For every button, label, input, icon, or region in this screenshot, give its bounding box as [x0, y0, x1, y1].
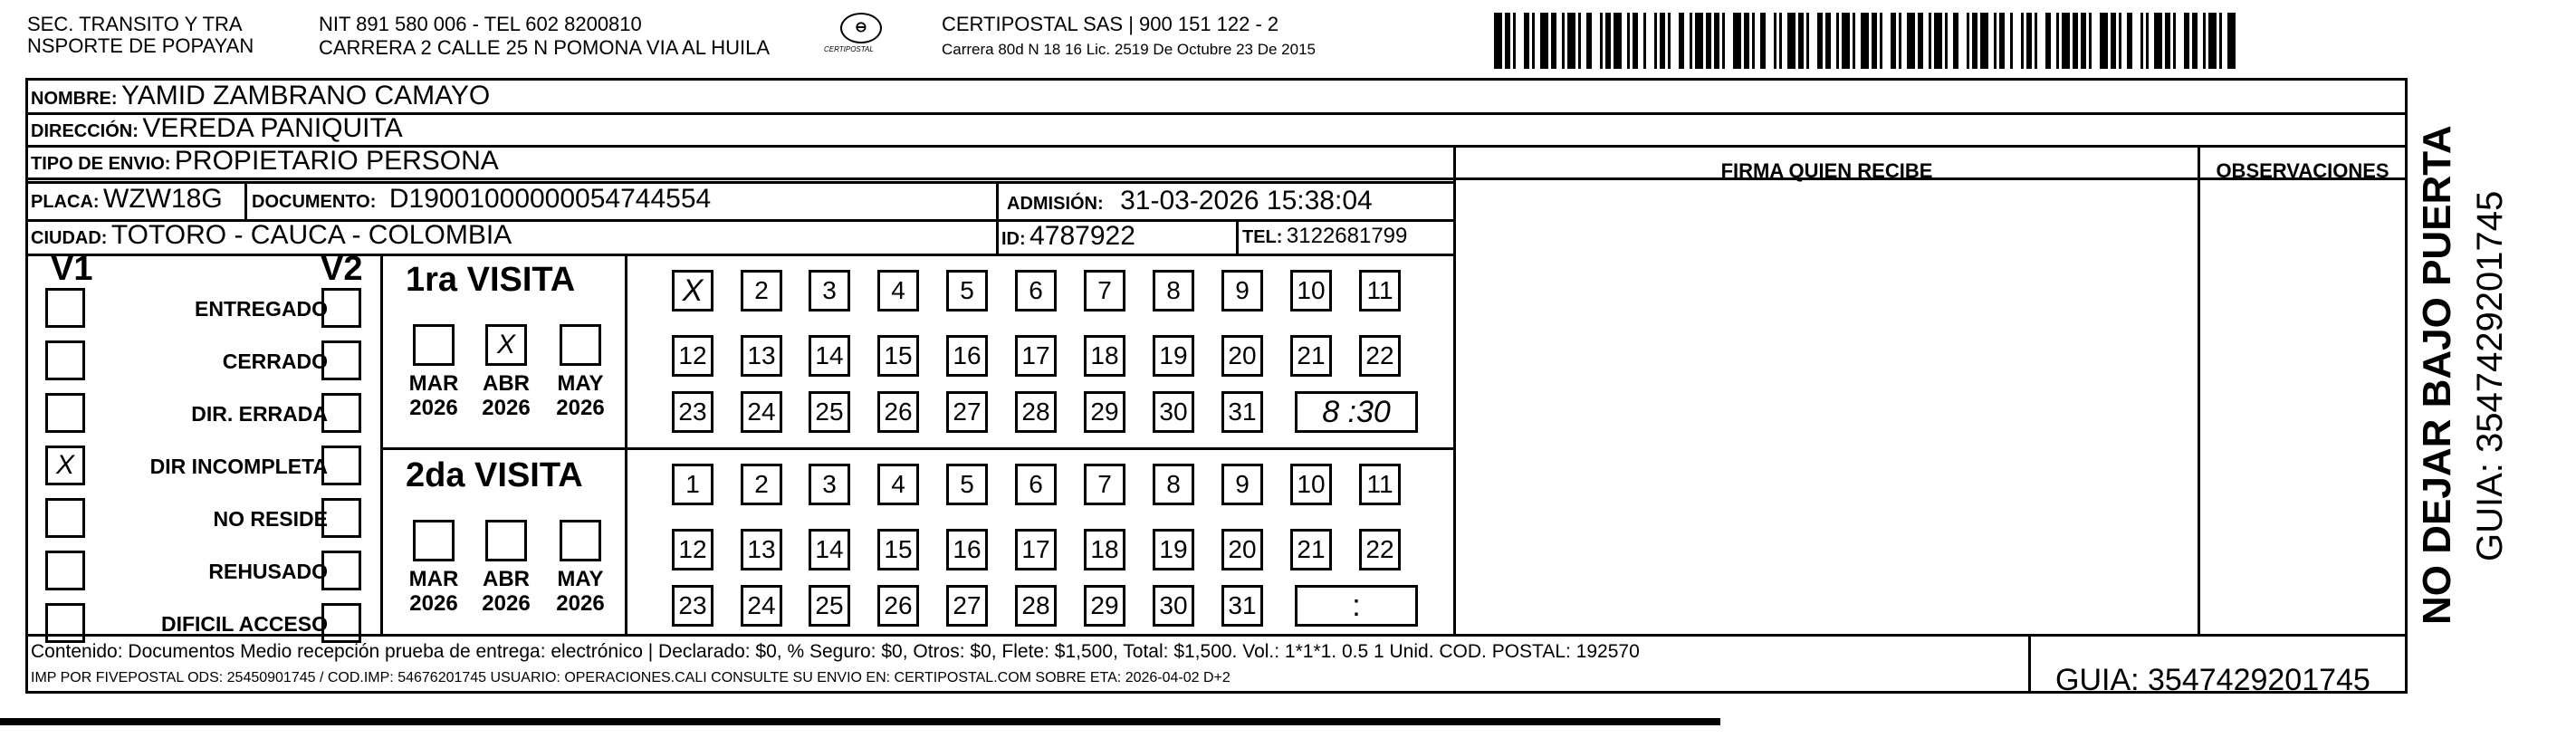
v2-checkbox[interactable] — [321, 340, 361, 380]
v2-checkbox[interactable] — [321, 498, 361, 538]
first-visit-time[interactable]: 8 :30 — [1295, 391, 1418, 433]
day-box[interactable]: 27 — [946, 585, 988, 627]
tel-value: 3122681799 — [1286, 224, 1408, 248]
plate-row — [31, 183, 223, 220]
admission-row — [1007, 185, 1373, 222]
content-line: Contenido: Documentos Medio recepción prueba de entrega: electrónico | Declarado: $0, % Seguro: $0, Otros: $0, Flete: $1,500, Total: $1,500. Vol.: 1*1*1. 0.5 1 Unid. COD. POSTAL: 192570 — [31, 641, 1640, 662]
recipient-address: VEREDA PANIQUITA — [142, 113, 403, 143]
day-box[interactable]: 15 — [877, 335, 919, 377]
day-box[interactable]: 22 — [1359, 335, 1401, 377]
day-box[interactable]: 26 — [877, 585, 919, 627]
signature-header: FIRMA QUIEN RECIBE — [1720, 159, 1933, 182]
day-box[interactable]: 23 — [672, 585, 713, 627]
v2-header: V2 — [321, 250, 363, 288]
day-box[interactable]: 19 — [1153, 335, 1194, 377]
plate-value: WZW18G — [103, 184, 223, 214]
day-box[interactable]: X — [672, 270, 713, 311]
day-box[interactable]: 6 — [1015, 464, 1057, 505]
city-value: TOTORO - CAUCA - COLOMBIA — [110, 220, 512, 250]
status-label: CERRADO — [222, 350, 328, 373]
document-label: DOCUMENTO: — [252, 192, 377, 212]
admission-value: 31-03-2026 15:38:04 — [1120, 186, 1373, 216]
license-line: Carrera 80d N 18 16 Lic. 2519 De Octubre 23 De 2015 — [942, 41, 1316, 58]
day-box[interactable]: 8 — [1153, 464, 1194, 505]
first-visit-title: 1ra VISITA — [406, 261, 576, 299]
day-box[interactable]: 30 — [1153, 391, 1194, 433]
month-label: MAR 2026 — [408, 371, 459, 420]
day-box[interactable]: 2 — [741, 464, 782, 505]
day-box[interactable]: 31 — [1221, 391, 1263, 433]
address-label: DIRECCIÓN: — [31, 121, 139, 141]
document-row — [252, 183, 711, 220]
day-box[interactable]: 14 — [809, 335, 850, 377]
day-box[interactable]: 28 — [1015, 391, 1057, 433]
day-box[interactable]: 8 — [1153, 270, 1194, 311]
day-box[interactable]: 17 — [1015, 335, 1057, 377]
day-box[interactable]: 6 — [1015, 270, 1057, 311]
day-box[interactable]: 29 — [1084, 585, 1125, 627]
bottom-rule — [0, 718, 1720, 725]
day-box[interactable]: 3 — [809, 464, 850, 505]
id-value: 4787922 — [1029, 221, 1135, 251]
imp-line: IMP POR FIVEPOSTAL ODS: 25450901745 / COD.IMP: 54676201745 USUARIO: OPERACIONES.CALI CONSULTE SU ENVIO EN: CERTIPOSTAL.COM SOBRE ETA: 2026-04-02 D+2 — [31, 670, 1231, 685]
day-box[interactable]: 16 — [946, 335, 988, 377]
day-box[interactable]: 23 — [672, 391, 713, 433]
day-box[interactable]: 27 — [946, 391, 988, 433]
v1-header: V1 — [51, 250, 93, 288]
day-box[interactable]: 10 — [1290, 464, 1332, 505]
day-box[interactable]: 2 — [741, 270, 782, 311]
v2-checkbox[interactable] — [321, 446, 361, 485]
day-box[interactable]: 20 — [1221, 529, 1263, 570]
month-label: ABR 2026 — [482, 567, 531, 616]
sender-line-1: SEC. TRANSITO Y TRA — [27, 13, 243, 35]
day-box[interactable]: 15 — [877, 529, 919, 570]
status-label: ENTREGADO — [195, 297, 328, 321]
day-box[interactable]: 10 — [1290, 270, 1332, 311]
month-label: MAY 2026 — [556, 371, 605, 420]
day-box[interactable]: 19 — [1153, 529, 1194, 570]
day-box[interactable]: 5 — [946, 270, 988, 311]
sender-address-line: CARRERA 2 CALLE 25 N POMONA VIA AL HUILA — [319, 36, 771, 59]
day-box[interactable]: 13 — [741, 335, 782, 377]
second-visit-title: 2da VISITA — [406, 456, 583, 494]
status-label: DIR INCOMPLETA — [149, 455, 328, 478]
day-box[interactable]: 21 — [1290, 529, 1332, 570]
day-box[interactable]: 1 — [672, 464, 713, 505]
v2-checkbox[interactable] — [321, 551, 361, 590]
nit-line: NIT 891 580 006 - TEL 602 8200810 — [319, 13, 642, 35]
month-checkbox[interactable] — [413, 520, 455, 561]
document-value: D19001000000054744554 — [388, 184, 712, 214]
name-row — [31, 80, 490, 117]
day-box[interactable]: 5 — [946, 464, 988, 505]
month-checkbox[interactable] — [485, 520, 527, 561]
certipostal-logo-icon: ⊖ — [840, 13, 882, 43]
type-label: TIPO DE ENVIO: — [31, 154, 171, 174]
type-row — [31, 145, 499, 182]
day-box[interactable]: 12 — [672, 529, 713, 570]
day-box[interactable]: 31 — [1221, 585, 1263, 627]
status-label: NO RESIDE — [213, 507, 328, 531]
day-box[interactable]: 3 — [809, 270, 850, 311]
logo-text: CERTIPOSTAL — [824, 45, 874, 53]
day-box[interactable]: 13 — [741, 529, 782, 570]
status-label: DIFICIL ACCESO — [160, 612, 328, 636]
id-row — [1001, 220, 1135, 257]
barcode — [1494, 13, 2232, 69]
city-label: CIUDAD: — [31, 228, 108, 248]
status-label: DIR. ERRADA — [191, 402, 328, 426]
day-box[interactable]: 9 — [1221, 464, 1263, 505]
day-box[interactable]: 11 — [1359, 270, 1401, 311]
footer-guide: GUIA: 3547429201745 — [2055, 663, 2370, 697]
day-box[interactable]: 16 — [946, 529, 988, 570]
day-box[interactable]: 9 — [1221, 270, 1263, 311]
shipment-type: PROPIETARIO PERSONA — [174, 146, 499, 176]
observations-area[interactable] — [2200, 181, 2405, 634]
plate-label: PLACA: — [31, 192, 100, 212]
month-checkbox[interactable] — [413, 324, 455, 366]
day-box[interactable]: 20 — [1221, 335, 1263, 377]
address-row — [31, 112, 403, 149]
day-box[interactable]: 14 — [809, 529, 850, 570]
tel-row — [1242, 220, 1407, 255]
day-box[interactable]: 26 — [877, 391, 919, 433]
month-label: ABR 2026 — [482, 371, 531, 420]
month-label: MAY 2026 — [556, 567, 605, 616]
day-box[interactable]: 21 — [1290, 335, 1332, 377]
recipient-name: YAMID ZAMBRANO CAMAYO — [121, 81, 491, 110]
day-box[interactable]: 25 — [809, 585, 850, 627]
day-box[interactable]: 7 — [1084, 270, 1125, 311]
day-box[interactable]: 18 — [1084, 529, 1125, 570]
sender-line-2: NSPORTE DE POPAYAN — [27, 34, 254, 57]
observations-header: OBSERVACIONES — [2216, 159, 2389, 182]
day-box[interactable]: 4 — [877, 464, 919, 505]
name-label: NOMBRE: — [31, 89, 118, 109]
month-checkbox[interactable] — [560, 324, 601, 366]
day-box[interactable]: 30 — [1153, 585, 1194, 627]
month-label: MAR 2026 — [408, 567, 459, 616]
day-box[interactable]: 11 — [1359, 464, 1401, 505]
v2-checkbox[interactable] — [321, 603, 361, 643]
tel-label: TEL: — [1242, 227, 1283, 247]
no-dejar-warning: NO DEJAR BAJO PUERTA — [2415, 125, 2459, 625]
day-box[interactable]: 18 — [1084, 335, 1125, 377]
signature-area[interactable] — [1456, 181, 2198, 634]
admission-label: ADMISIÓN: — [1007, 194, 1104, 214]
day-box[interactable]: 24 — [741, 585, 782, 627]
day-box[interactable]: 4 — [877, 270, 919, 311]
day-box[interactable]: 25 — [809, 391, 850, 433]
month-checkbox[interactable] — [560, 520, 601, 561]
status-label: REHUSADO — [208, 560, 328, 583]
day-box[interactable]: 12 — [672, 335, 713, 377]
second-visit-time[interactable]: : — [1295, 585, 1418, 627]
day-box[interactable]: 22 — [1359, 529, 1401, 570]
day-box[interactable]: 7 — [1084, 464, 1125, 505]
day-box[interactable]: 29 — [1084, 391, 1125, 433]
v2-checkbox[interactable] — [321, 288, 361, 328]
company-line: CERTIPOSTAL SAS | 900 151 122 - 2 — [942, 13, 1279, 35]
side-guide: GUIA: 3547429201745 — [2470, 190, 2510, 561]
month-checkbox[interactable]: X — [485, 324, 527, 366]
v2-checkbox[interactable] — [321, 393, 361, 433]
v1-checkbox[interactable]: X — [45, 446, 85, 485]
day-box[interactable]: 28 — [1015, 585, 1057, 627]
day-box[interactable]: 24 — [741, 391, 782, 433]
day-box[interactable]: 17 — [1015, 529, 1057, 570]
id-label: ID: — [1001, 229, 1026, 249]
city-row — [31, 219, 512, 256]
